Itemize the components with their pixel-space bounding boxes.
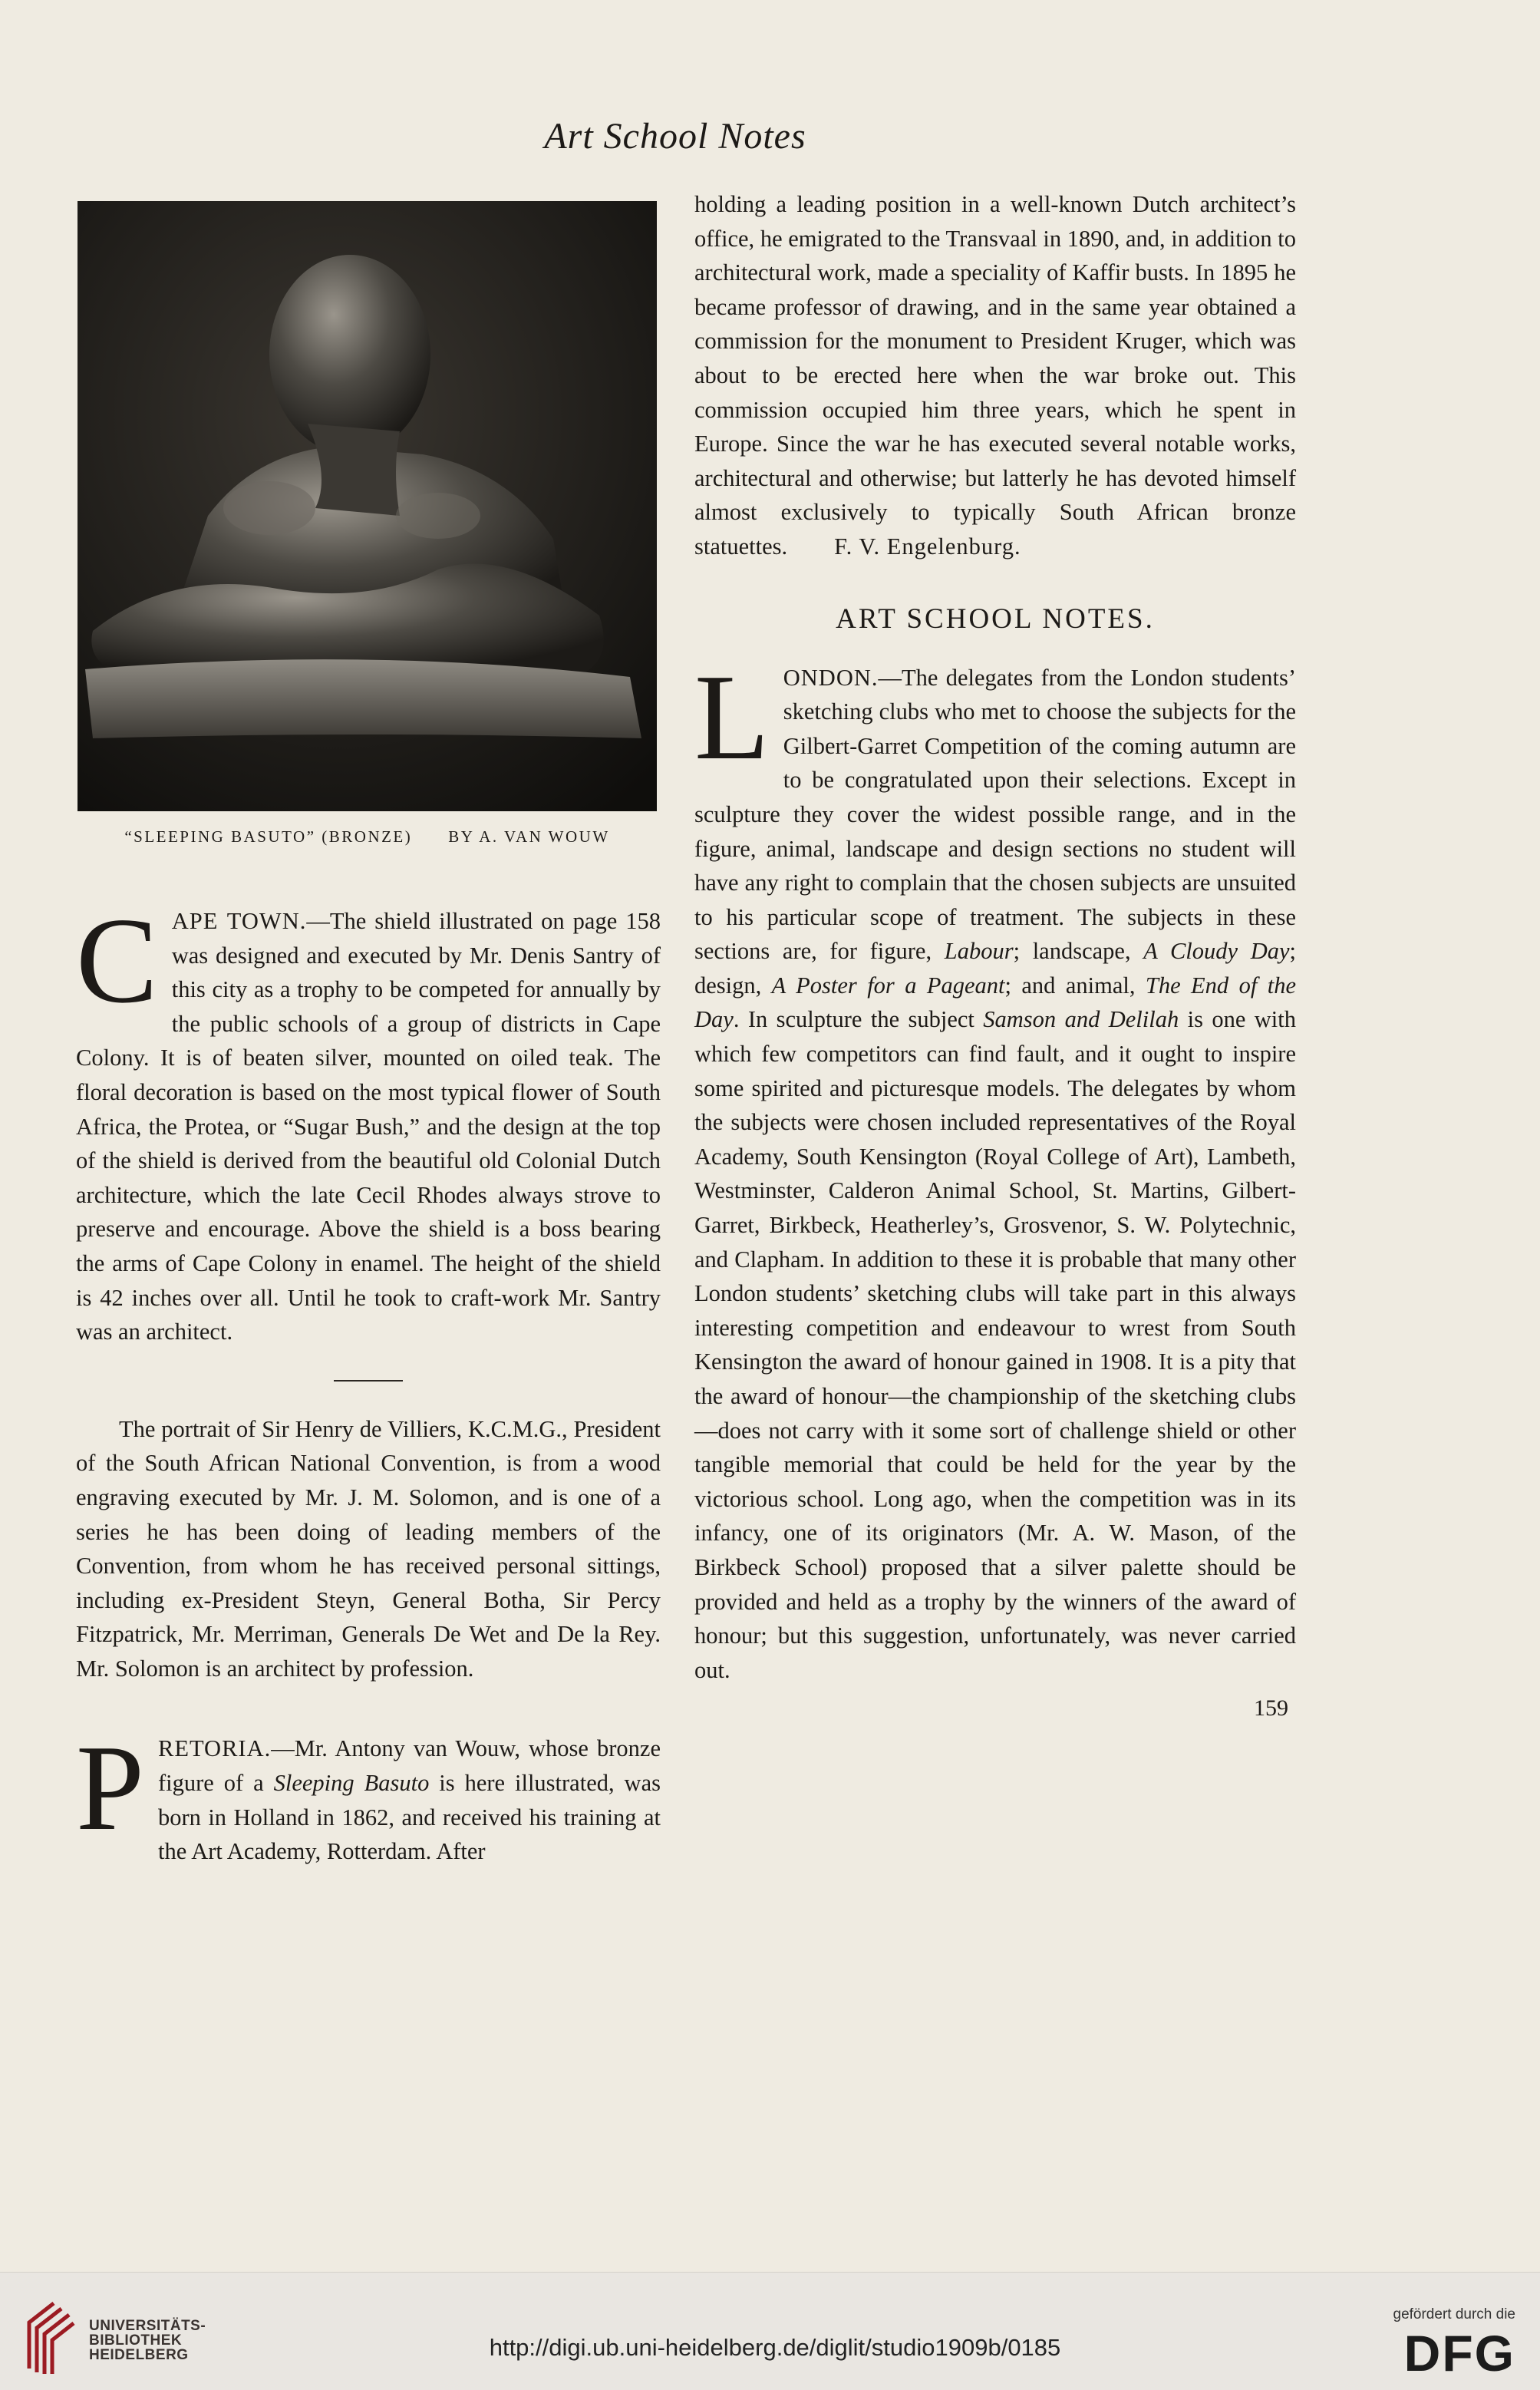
permalink-url[interactable]: http://digi.ub.uni-heidelberg.de/diglit/studio1909b/0185 bbox=[489, 2334, 1061, 2361]
drop-cap-p: P bbox=[76, 1719, 144, 1857]
cape-town-text: —The shield illustrated on page 158 was designed and executed by Mr. Denis Santry of this city as a trophy to be competed for annually by the public schools of a group of districts in Cape Colony. It is of beaten silver, mounted on oiled teak. The floral decoration is based on the most typical flower of South Africa, the Protea, or “Sugar Bush,” and the design at the top of the shield is derived from the beautiful old Colonial Dutch architecture, which the late Cecil Rhodes always strove to preserve and encourage. Above the shield is a boss bearing the arms of Cape Colony in enamel. The height of the shield is 42 inches over all. Until he took to craft-work Mr. Santry was an architect. bbox=[76, 908, 661, 1345]
sleeping-basuto-title: Sleeping Basuto bbox=[273, 1770, 430, 1797]
dfg-logo[interactable]: DFG bbox=[1403, 2325, 1515, 2382]
portrait-paragraph: The portrait of Sir Henry de Villiers, K.C.M.G., President of the South African National Convention, is from a wood engraving executed by Mr. J. M. Solomon, and is one of a series he has been doing of leading members of the Convention, from whom he has received personal sittings, including ex-President Steyn, General Botha, Sir Percy Fitzpatrick, Mr. Merriman, Generals De Wet and De la Rey. Mr. Solomon is an architect by profession. bbox=[76, 1415, 661, 1682]
sleeping-basuto-photo bbox=[77, 201, 657, 811]
pretoria-paragraph: PRETORIA.—Mr. Antony van Wouw, whose bronze figure of a Sleeping Basuto is here illustrated, was born in Holland in 1862, and received his training at the Art Academy, Rotterdam. After bbox=[76, 1719, 661, 1865]
library-name: UNIVERSITÄTS- BIBLIOTHEK HEIDELBERG bbox=[89, 2318, 206, 2363]
drop-cap-l: L bbox=[694, 648, 770, 785]
section-divider bbox=[334, 1380, 403, 1382]
continued-paragraph: holding a leading position in a well-known Dutch architect’s office, he emigrated to the Transvaal in 1890, and, in addition to architectural work, made a speciality of Kaffir busts. In 1895 he became professor of drawing, and in the same year obtained a commission for the monument to President Kruger, which was about to be erected here when the war broke out. This commission occupied him three years, which he spent in Europe. Since the war he has executed several notable works, architectural and otherwise; but latterly he has devoted himself almost exclusively to typically South African bronze statuettes. F. V. Engelenburg. bbox=[694, 191, 1296, 560]
cape-town-paragraph bbox=[76, 892, 661, 1349]
author-signature: F. V. Engelenburg. bbox=[834, 533, 1021, 560]
running-head: Art School Notes bbox=[544, 116, 806, 157]
figure-caption: “SLEEPING BASUTO” (BRONZE) BY A. VAN WOUW bbox=[124, 827, 610, 846]
right-column bbox=[694, 187, 1296, 1726]
page-number: 159 bbox=[1254, 1695, 1288, 1722]
digitization-footer bbox=[0, 2272, 1540, 2390]
university-library-logo-icon bbox=[23, 2288, 78, 2376]
london-lead: ONDON. bbox=[783, 664, 879, 691]
cape-town-lead: APE TOWN. bbox=[171, 908, 307, 934]
left-column bbox=[76, 892, 661, 1869]
drop-cap-c: C bbox=[76, 892, 158, 1028]
bronze-bust-image bbox=[77, 201, 657, 811]
london-paragraph: LONDON.—The delegates from the London students’ sketching clubs who met to choose the subjects for the Gilbert-Garret Competition of the coming autumn are to be congratulated upon their selections. Except in sculpture they cover the widest possible range, and in the figure, animal, landscape and design sections no student will have any right to complain that the chosen subjects are unsuited to his particular scope of treatment. The subjects in these sections are, for figure, Labour; landscape, A Cloudy Day; design, A Poster for a Pageant; and animal, The End of the Day. In sculpture the subject Samson and Delilah is one with which few competitors can find fault, and it ought to inspire some spirited and picturesque models. The delegates by whom the subjects were chosen included representatives of the Royal Academy, South Kensington (Royal College of Art), Lambeth, Westminster, Calderon Animal School, St. Martins, Gilbert-Garret, Birkbeck, Heatherley’s, Grosvenor, S. W. Polytechnic, and Clapham. In addition to these it is probable that many other London students’ sketching clubs will take part in this always interesting competition and endeavour to wrest from South Kensington the award of honour gained in 1908. It is a pity that the award of honour—the championship of the sketching clubs—does not carry with it some sort of challenge shield or other tangible memorial that could be held for the year by the victorious school. Long ago, when the competition was in its infancy, one of its originators (Mr. A. W. Mason, of the Birkbeck School) proposed that a silver palette should be provided and held as a trophy by the winners of the award of honour; but this suggestion, unfortunately, was never carried out. bbox=[694, 648, 1296, 1683]
sponsor-label: gefördert durch die bbox=[1393, 2306, 1515, 2322]
section-title: ART SCHOOL NOTES. bbox=[836, 602, 1155, 635]
pretoria-lead: RETORIA. bbox=[157, 1735, 272, 1762]
